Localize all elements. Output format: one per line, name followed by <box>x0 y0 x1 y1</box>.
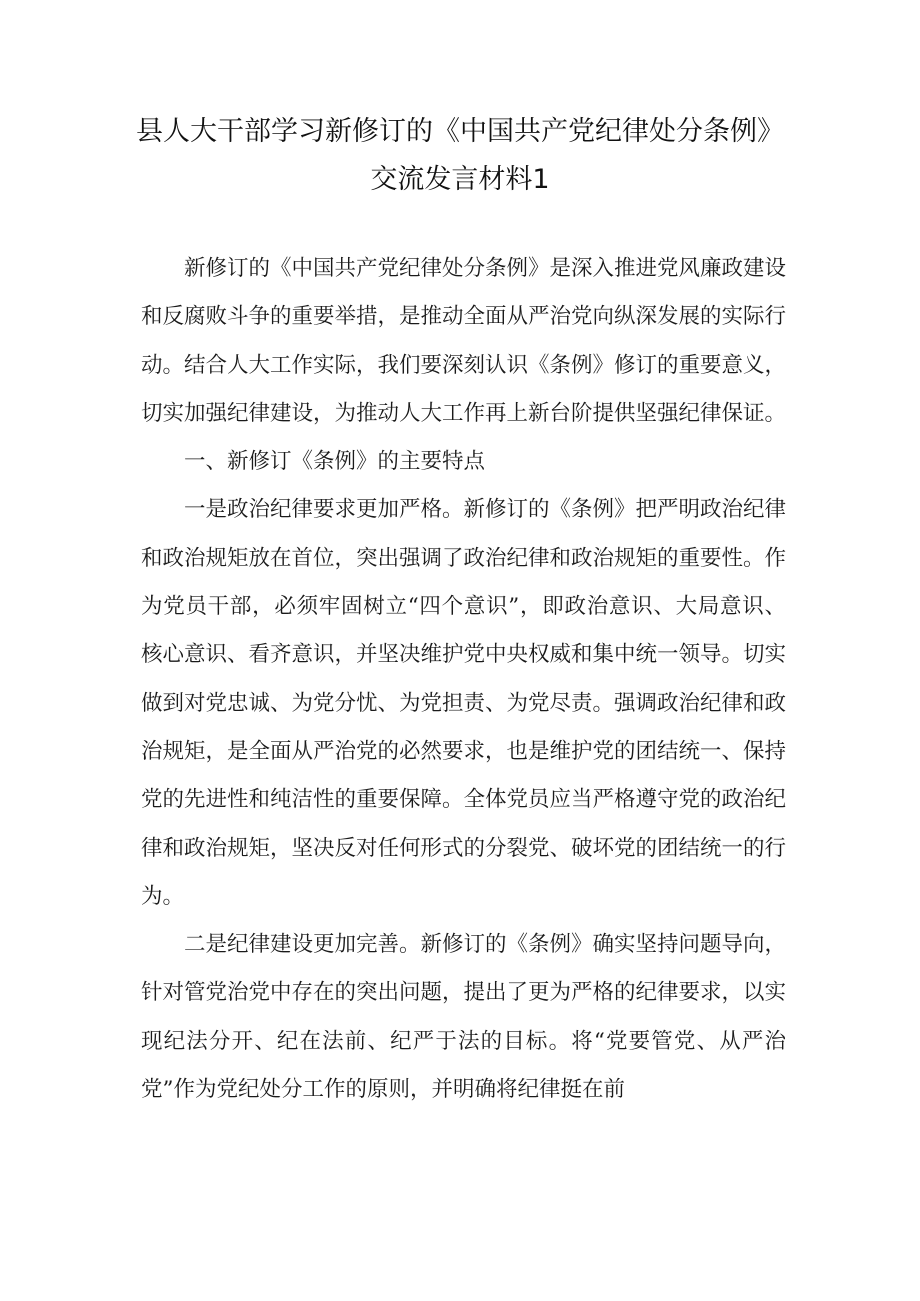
section-heading-1: 一、新修订《条例》的主要特点 <box>184 449 486 475</box>
paragraph-political-discipline: 一是政治纪律要求更加严格。新修订的《条例》把严明政治纪律和政治规矩放在首位，突出强调了政治纪律和政治规矩的重要性。作为党员干部，必须牢固树立“四个意识”，即政治意识、大局意识、核心意识、看齐意识，并坚决维护党中央权威和集中统一领导。切实做到对党忠诚、为党分忧、为党担责、为党尽责。强调政治纪律和政治规矩，是全面从严治党的必然要求，也是维护党的团结统一、保持党的先进性和纯洁性的重要保障。全体党员应当严格遵守党的政治纪律和政治规矩，坚决反对任何形式的分裂党、破坏党的团结统一的行为。 <box>141 497 787 909</box>
document-body <box>141 245 786 1114</box>
document-title-line-2: 交流发言材料1 <box>370 164 550 195</box>
paragraph-intro: 新修订的《中国共产党纪律处分条例》是深入推进党风廉政建设和反腐败斗争的重要举措，是推动全面从严治党向纵深发展的实际行动。结合人大工作实际，我们要深刻认识《条例》修订的重要意义，切实加强纪律建设，为推动人大工作再上新台阶提供坚强纪律保证。 <box>141 256 787 426</box>
document-title-line-1: 县人大干部学习新修订的《中国共产党纪律处分条例》 <box>136 116 784 147</box>
paragraph-discipline-building: 二是纪律建设更加完善。新修订的《条例》确实坚持问题导向，针对管党治党中存在的突出问题，提出了更为严格的纪律要求，以实现纪法分开、纪在法前、纪严于法的目标。将“党要管党、从严治党”作为党纪处分工作的原则，并明确将纪律挺在前 <box>141 932 787 1103</box>
